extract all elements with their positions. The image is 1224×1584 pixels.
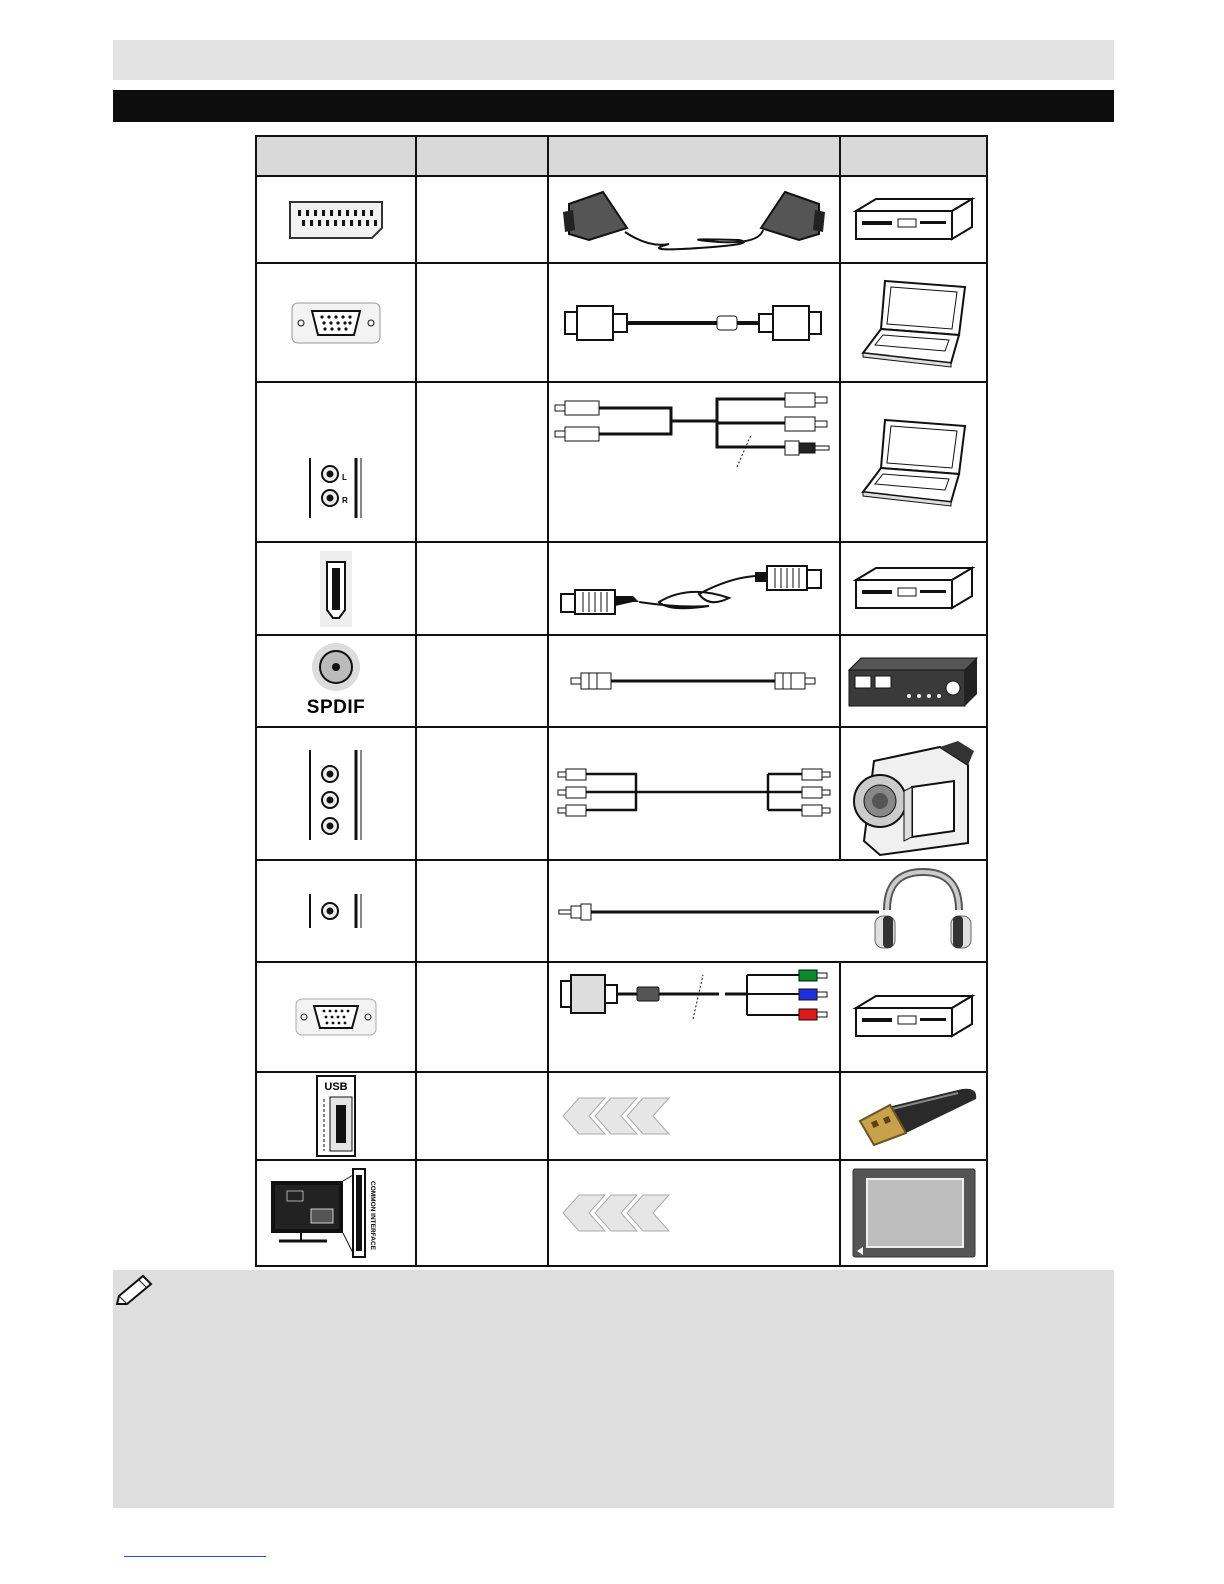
scart-pin xyxy=(318,220,321,226)
header-device xyxy=(840,136,987,176)
cable-cell xyxy=(548,1160,840,1266)
table-row xyxy=(256,542,987,635)
scart-pin xyxy=(334,220,337,226)
hdmi-cable-icon xyxy=(559,558,829,620)
scart-pin xyxy=(346,210,349,216)
table-row xyxy=(256,727,987,860)
headphone-jack-icon xyxy=(306,892,366,930)
port-cell xyxy=(256,382,416,542)
scart-pin xyxy=(366,220,369,226)
scart-port-icon xyxy=(284,198,388,242)
vga-cable-icon xyxy=(563,302,825,344)
scart-pin xyxy=(302,220,305,226)
scart-pin xyxy=(370,210,373,216)
av-side-jack-icon xyxy=(306,746,366,842)
port-cell xyxy=(256,1072,416,1160)
header-type xyxy=(416,136,548,176)
top-gray-band xyxy=(113,40,1114,80)
pencil-note-icon xyxy=(115,1272,157,1306)
composite-av-cable-icon xyxy=(556,766,832,822)
cable-cell xyxy=(548,962,840,1072)
scart-pin xyxy=(298,210,301,216)
scart-pin xyxy=(354,210,357,216)
port-cell xyxy=(256,176,416,263)
scart-pin xyxy=(314,210,317,216)
device-cell xyxy=(840,542,987,635)
device-cell xyxy=(840,962,987,1072)
scart-pin xyxy=(374,220,377,226)
port-cell xyxy=(256,1160,416,1266)
ci-slot-label: COMMON INTERFACE xyxy=(369,1181,376,1250)
type-cell xyxy=(416,727,548,860)
footer-link-underline xyxy=(124,1556,266,1557)
scart-pin xyxy=(306,210,309,216)
table-row xyxy=(256,962,987,1072)
scart-pin xyxy=(342,220,345,226)
port-cell xyxy=(256,860,416,962)
cable-cell xyxy=(548,1072,840,1160)
table-row xyxy=(256,176,987,263)
usb-port-label: USB xyxy=(324,1081,348,1093)
type-cell xyxy=(416,635,548,727)
hdmi-port-icon xyxy=(319,550,353,628)
cable-cell xyxy=(548,860,987,962)
port-cell xyxy=(256,962,416,1072)
headphone-cable-icon xyxy=(553,866,973,956)
scart-pin xyxy=(326,220,329,226)
table-row xyxy=(256,1160,987,1266)
cable-cell xyxy=(548,635,840,727)
ci-slot-icon xyxy=(261,1165,411,1261)
note-box xyxy=(113,1270,1114,1508)
dvd-player-icon xyxy=(852,992,976,1042)
table-row xyxy=(256,1072,987,1160)
device-cell xyxy=(840,727,987,860)
dvd-player-icon xyxy=(852,195,976,245)
device-cell xyxy=(840,1072,987,1160)
svg-text:R: R xyxy=(342,496,348,505)
scart-pin xyxy=(358,220,361,226)
device-cell xyxy=(840,635,987,727)
type-cell xyxy=(416,263,548,382)
table-row xyxy=(256,263,987,382)
cable-cell xyxy=(548,176,840,263)
ypbpr-vga-port-icon xyxy=(294,997,378,1037)
laptop-icon xyxy=(859,416,969,508)
header-cables xyxy=(548,136,840,176)
insert-arrows-icon xyxy=(559,1096,683,1136)
header-connector xyxy=(256,136,416,176)
insert-arrows-icon xyxy=(559,1193,683,1233)
cable-cell xyxy=(548,382,840,542)
laptop-icon xyxy=(859,277,969,369)
usb-port-icon xyxy=(316,1075,356,1157)
table-header-row xyxy=(256,136,987,176)
port-cell xyxy=(256,542,416,635)
type-cell xyxy=(416,1160,548,1266)
device-cell xyxy=(840,382,987,542)
camcorder-icon xyxy=(850,731,978,857)
component-ypbpr-cable-icon xyxy=(553,969,835,1035)
table-row xyxy=(256,635,987,727)
device-cell xyxy=(840,263,987,382)
scart-pin xyxy=(350,220,353,226)
port-cell xyxy=(256,727,416,860)
device-cell xyxy=(840,176,987,263)
scart-pin xyxy=(338,210,341,216)
cable-cell xyxy=(548,263,840,382)
scart-pin xyxy=(310,220,313,226)
type-cell xyxy=(416,542,548,635)
coaxial-cable-icon xyxy=(569,669,819,693)
scart-pin xyxy=(322,210,325,216)
cable-cell xyxy=(548,727,840,860)
port-cell xyxy=(256,635,416,727)
section-title-bar xyxy=(113,90,1114,122)
scart-pin xyxy=(330,210,333,216)
cam-module-icon xyxy=(851,1167,977,1259)
table-row xyxy=(256,382,987,542)
connections-table xyxy=(255,135,988,1267)
audio-amplifier-icon xyxy=(847,654,981,708)
type-cell xyxy=(416,382,548,542)
type-cell xyxy=(416,860,548,962)
port-cell xyxy=(256,263,416,382)
scart-cable-icon xyxy=(559,182,829,258)
cable-cell xyxy=(548,542,840,635)
table-row xyxy=(256,860,987,962)
rca-to-mini-jack-cable-icon xyxy=(553,389,835,469)
spdif-port-icon xyxy=(301,643,371,697)
device-cell xyxy=(840,1160,987,1266)
dvd-player-icon xyxy=(852,564,976,614)
svg-text:L: L xyxy=(342,473,347,482)
type-cell xyxy=(416,962,548,1072)
type-cell xyxy=(416,1072,548,1160)
spdif-port-label: SPDIF xyxy=(306,697,366,718)
usb-stick-icon xyxy=(848,1085,980,1147)
vga-port-icon xyxy=(290,301,382,345)
pc-audio-jack-icon xyxy=(306,456,366,520)
type-cell xyxy=(416,176,548,263)
scart-pin xyxy=(362,210,365,216)
